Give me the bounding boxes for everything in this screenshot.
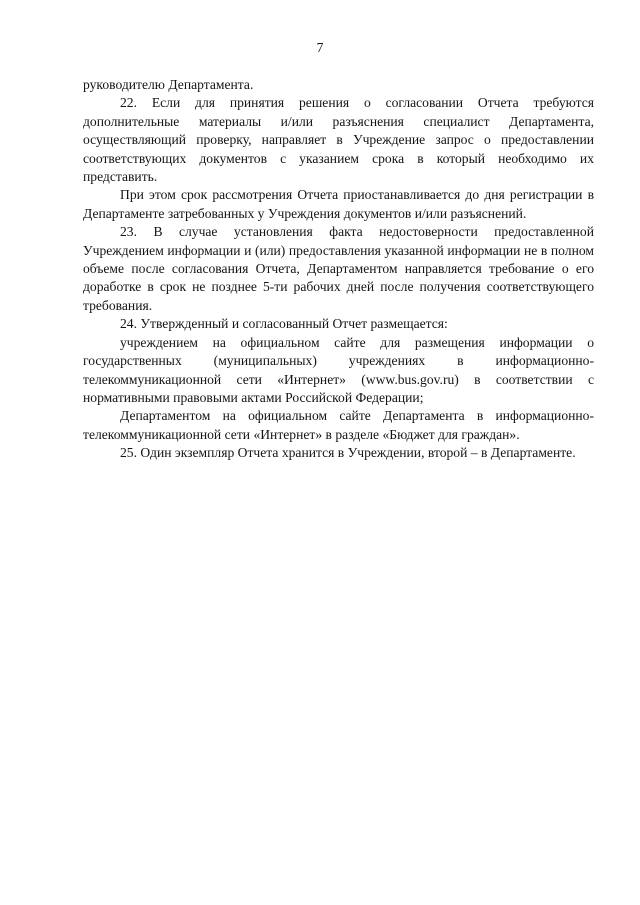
document-body: [83, 76, 594, 463]
paragraph-25: 25. Один экземпляр Отчета хранится в Учреждении, второй – в Департаменте.: [120, 445, 576, 461]
paragraph-23: 23. В случае установления факта недостоверности предоставленной Учреждением информации и (или) предоставления указанной информации не в полном объеме после согласования Отчета, Департаментом направляется требование о его доработке в срок не позднее 5-ти рабочих дней после получения соответствующего требования.: [83, 224, 594, 313]
paragraph-22-suspension: При этом срок рассмотрения Отчета приостанавливается до дня регистрации в Департаменте затребованных у Учреждения документов и/или разъяснений.: [83, 187, 594, 221]
paragraph-22: 22. Если для принятия решения о согласовании Отчета требуются дополнительные материалы и/или разъяснения специалист Департамента, осуществляющий проверку, направляет в Учреждение запрос о предоставлении соответствующих документов с указанием срока в который необходимо их представить.: [83, 95, 594, 185]
paragraph-24-department: Департаментом на официальном сайте Департамента в информационно-телекоммуникационной сети «Интернет» в разделе «Бюджет для граждан».: [83, 408, 594, 442]
paragraph-24-institution: учреждением на официальном сайте для размещения информации о государственных (муниципальных) учреждениях в информационно-телекоммуникационной сети «Интернет» (www.bus.gov.ru) в соответствии с нормативными правовыми актами Российской Федерации;: [83, 334, 594, 405]
paragraph-continuation: руководителю Департамента.: [83, 77, 254, 92]
page-number: 7: [316, 40, 324, 55]
paragraph-24: 24. Утвержденный и согласованный Отчет размещается:: [120, 316, 448, 332]
